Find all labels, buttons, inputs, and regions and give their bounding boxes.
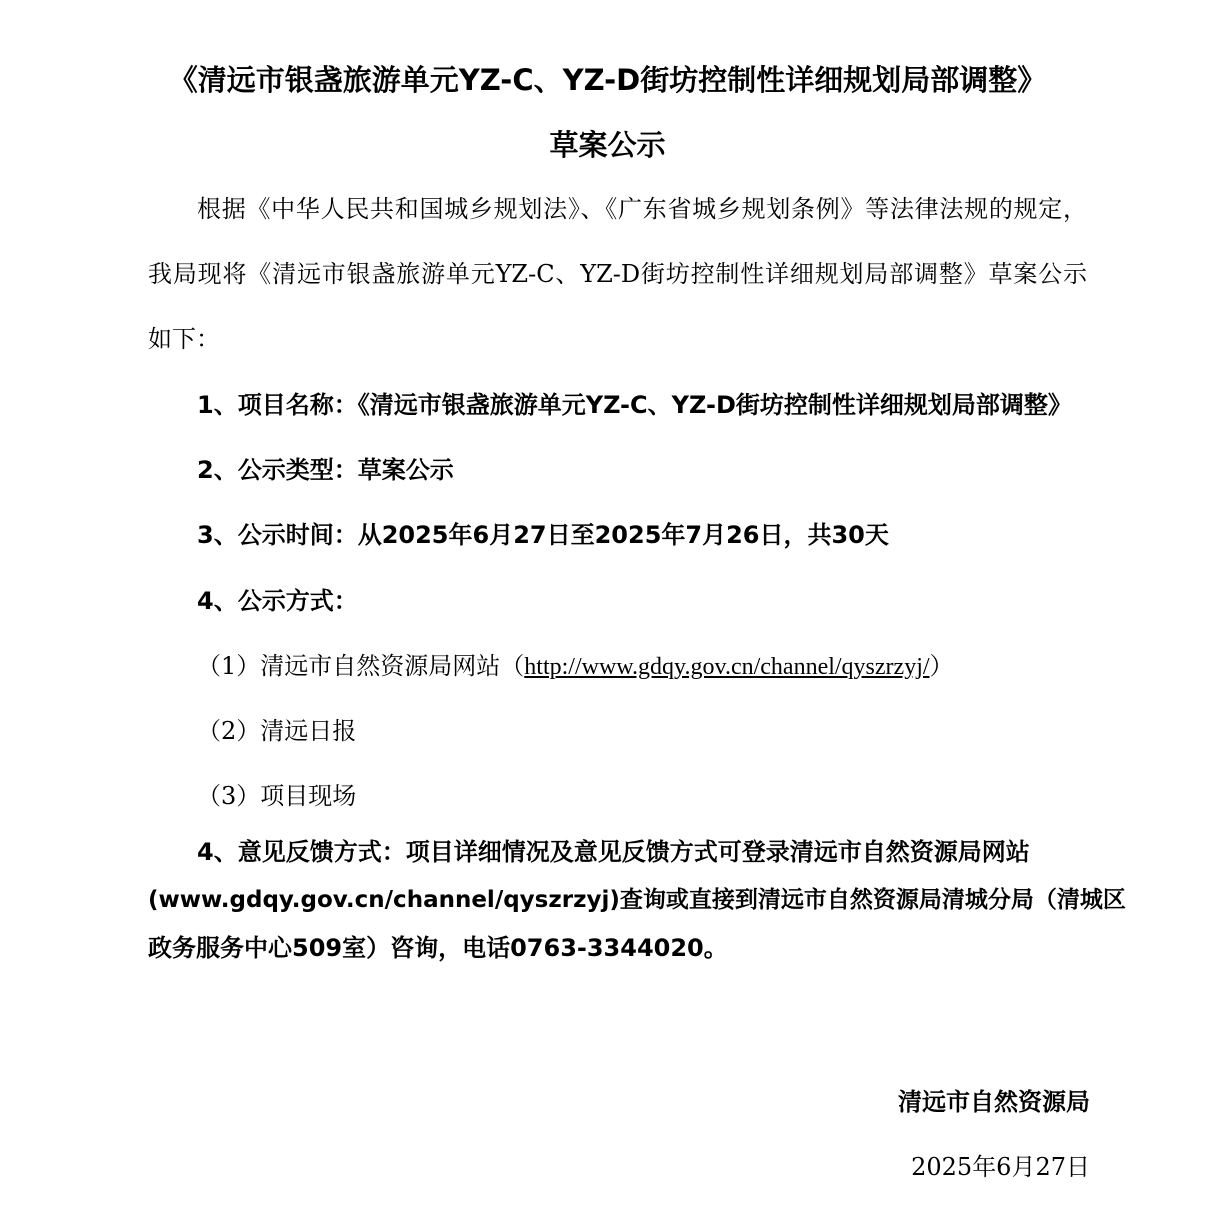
method-website-suffix: ） bbox=[929, 652, 954, 680]
item-notice-type: 2、公示类型：草案公示 bbox=[197, 456, 454, 484]
intro-line-1: 根据《中华人民共和国城乡规划法》、《广东省城乡规划条例》等法律法规的规定， bbox=[197, 195, 1087, 223]
feedback-line-3: 政务服务中心509室）咨询，电话0763-3344020。 bbox=[148, 934, 728, 962]
method-website bbox=[197, 650, 954, 683]
signature-org: 清远市自然资源局 bbox=[898, 1088, 1090, 1116]
website-link[interactable]: http://www.gdqy.gov.cn/channel/qyszrzyj/ bbox=[524, 654, 930, 680]
method-website-prefix: （1）清远市自然资源局网站（ bbox=[197, 652, 525, 680]
intro-line-2: 我局现将《清远市银盏旅游单元YZ-C、YZ-D街坊控制性详细规划局部调整》草案公示 bbox=[148, 260, 1087, 288]
signature-date: 2025年6月27日 bbox=[911, 1153, 1090, 1181]
document-subtitle: 草案公示 bbox=[549, 128, 666, 162]
document-title: 《清远市银盏旅游单元YZ-C、YZ-D街坊控制性详细规划局部调整》 bbox=[168, 63, 1047, 97]
item-notice-methods: 4、公示方式： bbox=[197, 587, 358, 615]
feedback-line-1: 4、意见反馈方式：项目详细情况及意见反馈方式可登录清远市自然资源局网站 bbox=[197, 838, 1030, 866]
feedback-line-2: (www.gdqy.gov.cn/channel/qyszrzyj)查询或直接到清远市自然资源局清城分局（清城区 bbox=[148, 887, 1126, 913]
method-site: （3）项目现场 bbox=[197, 782, 357, 810]
method-newspaper: （2）清远日报 bbox=[197, 717, 357, 745]
intro-line-3: 如下： bbox=[148, 325, 220, 353]
item-project-name: 1、项目名称：《清远市银盏旅游单元YZ-C、YZ-D街坊控制性详细规划局部调整》 bbox=[197, 391, 1072, 419]
item-notice-period: 3、公示时间：从2025年6月27日至2025年7月26日，共30天 bbox=[197, 521, 889, 549]
